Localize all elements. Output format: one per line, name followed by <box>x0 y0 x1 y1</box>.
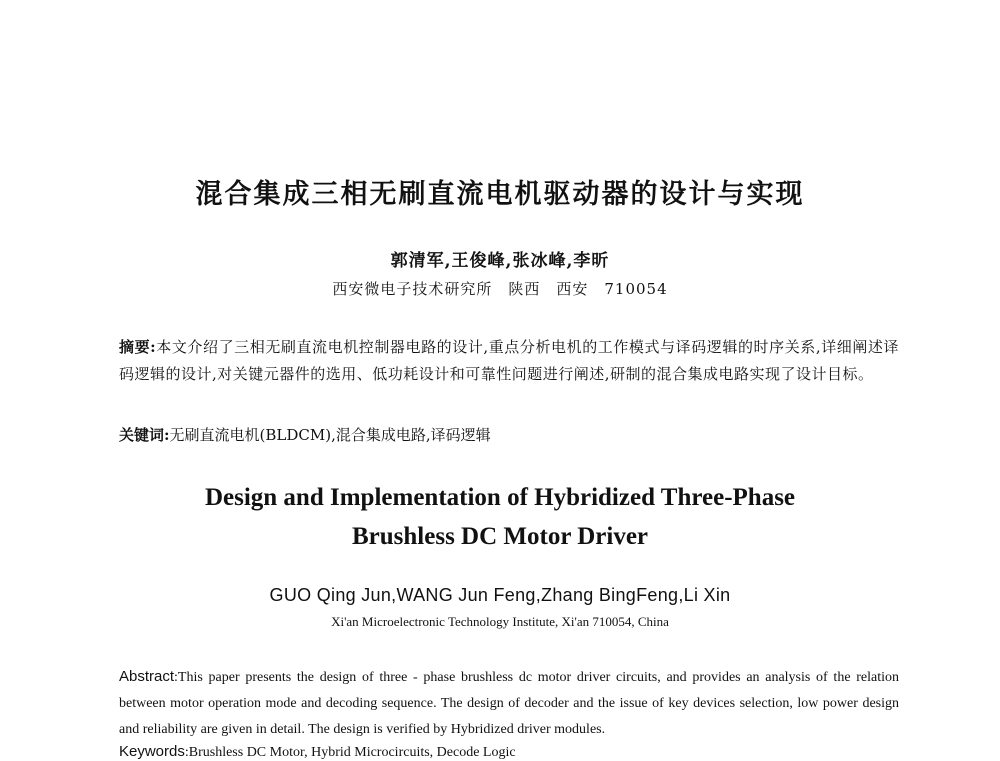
chinese-affiliation: 西安微电子技术研究所 陕西 西安 710054 <box>332 280 668 298</box>
english-title-line-2: Brushless DC Motor Driver <box>351 523 649 550</box>
english-title <box>0 478 1000 556</box>
english-keywords-label: Keywords <box>119 743 185 760</box>
chinese-authors: 郭清军,王俊峰,张冰峰,李昕 <box>390 251 610 271</box>
chinese-keywords-label: 关键词: <box>119 426 170 444</box>
chinese-keywords-text: 无刷直流电机(BLDCM),混合集成电路,译码逻辑 <box>169 426 491 444</box>
chinese-abstract-label: 摘要: <box>119 338 157 356</box>
english-abstract <box>119 664 899 743</box>
chinese-keywords <box>119 424 491 445</box>
chinese-title: 混合集成三相无刷直流电机驱动器的设计与实现 <box>195 179 805 210</box>
chinese-abstract-text: 本文介绍了三相无刷直流电机控制器电路的设计,重点分析电机的工作模式与译码逻辑的时序关系,详细阐述译码逻辑的设计,对关键元器件的选用、低功耗设计和可靠性问题进行阐述,研制的混合集成电路实现了设计目标。 <box>119 338 899 383</box>
english-keywords-text: :Brushless DC Motor, Hybrid Microcircuits, Decode Logic <box>184 745 516 760</box>
english-affiliation: Xi'an Microelectronic Technology Institute, Xi'an 710054, China <box>331 614 669 629</box>
english-authors: GUO Qing Jun,WANG Jun Feng,Zhang BingFeng,Li Xin <box>269 585 731 605</box>
chinese-abstract <box>119 334 899 388</box>
english-abstract-label: Abstract <box>119 668 175 685</box>
english-abstract-text: :This paper presents the design of three - phase brushless dc motor driver circuits, and provides an analysis of the relation between motor operation mode and decoding sequence. The design of decoder and the issue of key devices selection, low power design and reliability are given in detail. The design is verified by Hybridized driver modules. <box>119 670 899 737</box>
english-keywords <box>119 743 516 761</box>
english-title-line-1: Design and Implementation of Hybridized Three-Phase <box>204 484 796 511</box>
